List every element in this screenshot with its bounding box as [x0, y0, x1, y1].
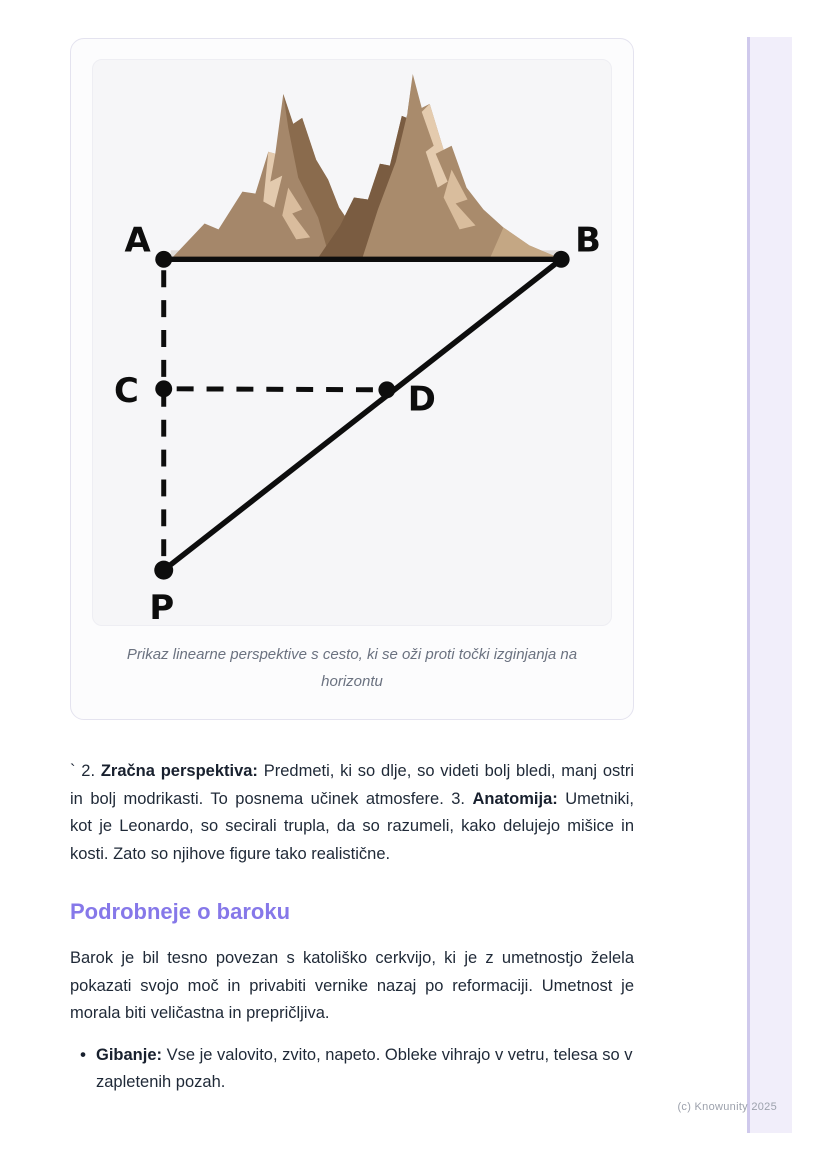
list-item-rest: Vse je valovito, zvito, napeto. Obleke vihrajo v vetru, telesa so v zapletenih pozah. — [96, 1045, 633, 1091]
section-heading-baroque: Podrobneje o baroku — [70, 899, 291, 924]
figure-caption: Prikaz linearne perspektive s cesto, ki se oži proti točki izginjanja na horizontu — [126, 646, 578, 690]
paragraph-baroque: Barok je bil tesno povezan s katoliško cerkvijo, ki je z umetnostjo želela pokazati svojo moč in privabiti vernike nazaj po reformaciji. Umetnost je morala biti veličastna in prepričljiva. — [70, 949, 634, 1022]
line-road-bp — [164, 259, 561, 570]
term-zracna-perspektiva: Zračna perspektiva: — [100, 762, 258, 780]
figure-card — [70, 38, 634, 720]
point-p — [154, 561, 173, 580]
list-item-gibanje — [70, 1042, 634, 1097]
point-d — [378, 381, 395, 398]
term-gibanje: Gibanje: — [96, 1045, 163, 1064]
paragraph-text: ` 2. — [70, 762, 101, 780]
label-c: C — [113, 370, 139, 410]
perspective-diagram — [93, 60, 611, 625]
content-column — [70, 758, 634, 1097]
paragraph-text: Predmeti, ki so dlje, so videti bolj bledi, manj ostri in bolj modrikasti. To posnema učinek atmosfere. 3. — [70, 762, 634, 808]
mountains-illustration — [171, 74, 562, 259]
bullet-marker: • — [80, 1045, 86, 1064]
baroque-feature-list — [70, 1042, 634, 1097]
label-p: P — [149, 587, 175, 625]
copyright-credit: (c) Knowunity 2025 — [677, 1101, 777, 1113]
list-item-text — [96, 1042, 634, 1097]
term-anatomija: Anatomija: — [472, 789, 558, 808]
perspective-diagram-panel — [92, 59, 612, 626]
paragraph-perspective — [70, 758, 634, 868]
label-d: D — [407, 379, 436, 419]
line-dashed-cd — [177, 389, 385, 390]
right-scroll-rail[interactable] — [747, 37, 792, 1133]
label-b: B — [575, 220, 601, 260]
paragraph-text: Umetniki, kot je Leonardo, so secirali trupla, da so razumeli, kako delujejo mišice in kosti. Zato so njihove figure tako realistične. — [70, 789, 634, 863]
point-b — [553, 251, 570, 268]
label-a: A — [124, 220, 151, 260]
point-a — [155, 251, 172, 268]
point-c — [155, 380, 172, 397]
